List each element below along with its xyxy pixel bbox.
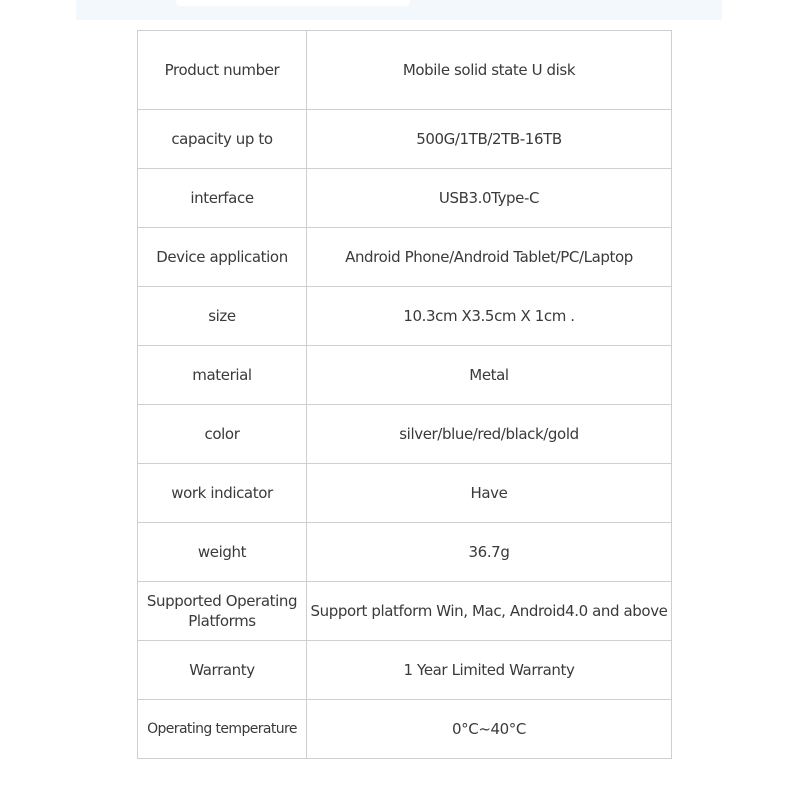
spec-label: Device application xyxy=(138,228,307,287)
spec-value: Metal xyxy=(307,346,672,405)
spec-value: Android Phone/Android Tablet/PC/Laptop xyxy=(307,228,672,287)
spec-label: capacity up to xyxy=(138,110,307,169)
table-row xyxy=(138,405,672,464)
spec-value: 500G/1TB/2TB-16TB xyxy=(307,110,672,169)
spec-value: silver/blue/red/black/gold xyxy=(307,405,672,464)
table-row xyxy=(138,228,672,287)
spec-label: Supported Operating Platforms xyxy=(138,582,307,641)
spec-label: size xyxy=(138,287,307,346)
spec-value: 10.3cm X3.5cm X 1cm . xyxy=(307,287,672,346)
spec-label: Operating temperature xyxy=(138,700,307,759)
table-row xyxy=(138,700,672,759)
spec-value: 0°C~40°C xyxy=(307,700,672,759)
spec-value: USB3.0Type-C xyxy=(307,169,672,228)
spec-label: interface xyxy=(138,169,307,228)
spec-label: material xyxy=(138,346,307,405)
spec-value: 36.7g xyxy=(307,523,672,582)
table-row xyxy=(138,31,672,110)
spec-table xyxy=(137,30,672,759)
table-row xyxy=(138,346,672,405)
top-banner-tab xyxy=(176,0,410,6)
spec-value: 1 Year Limited Warranty xyxy=(307,641,672,700)
spec-label: Warranty xyxy=(138,641,307,700)
table-row xyxy=(138,523,672,582)
table-row xyxy=(138,110,672,169)
table-row xyxy=(138,464,672,523)
spec-value: Support platform Win, Mac, Android4.0 and above xyxy=(307,582,672,641)
top-banner-strip xyxy=(76,0,722,20)
table-row xyxy=(138,641,672,700)
spec-label: color xyxy=(138,405,307,464)
spec-value: Mobile solid state U disk xyxy=(307,31,672,110)
spec-label: Product number xyxy=(138,31,307,110)
spec-value: Have xyxy=(307,464,672,523)
table-row xyxy=(138,582,672,641)
spec-label: work indicator xyxy=(138,464,307,523)
table-row xyxy=(138,169,672,228)
table-row xyxy=(138,287,672,346)
spec-label: weight xyxy=(138,523,307,582)
